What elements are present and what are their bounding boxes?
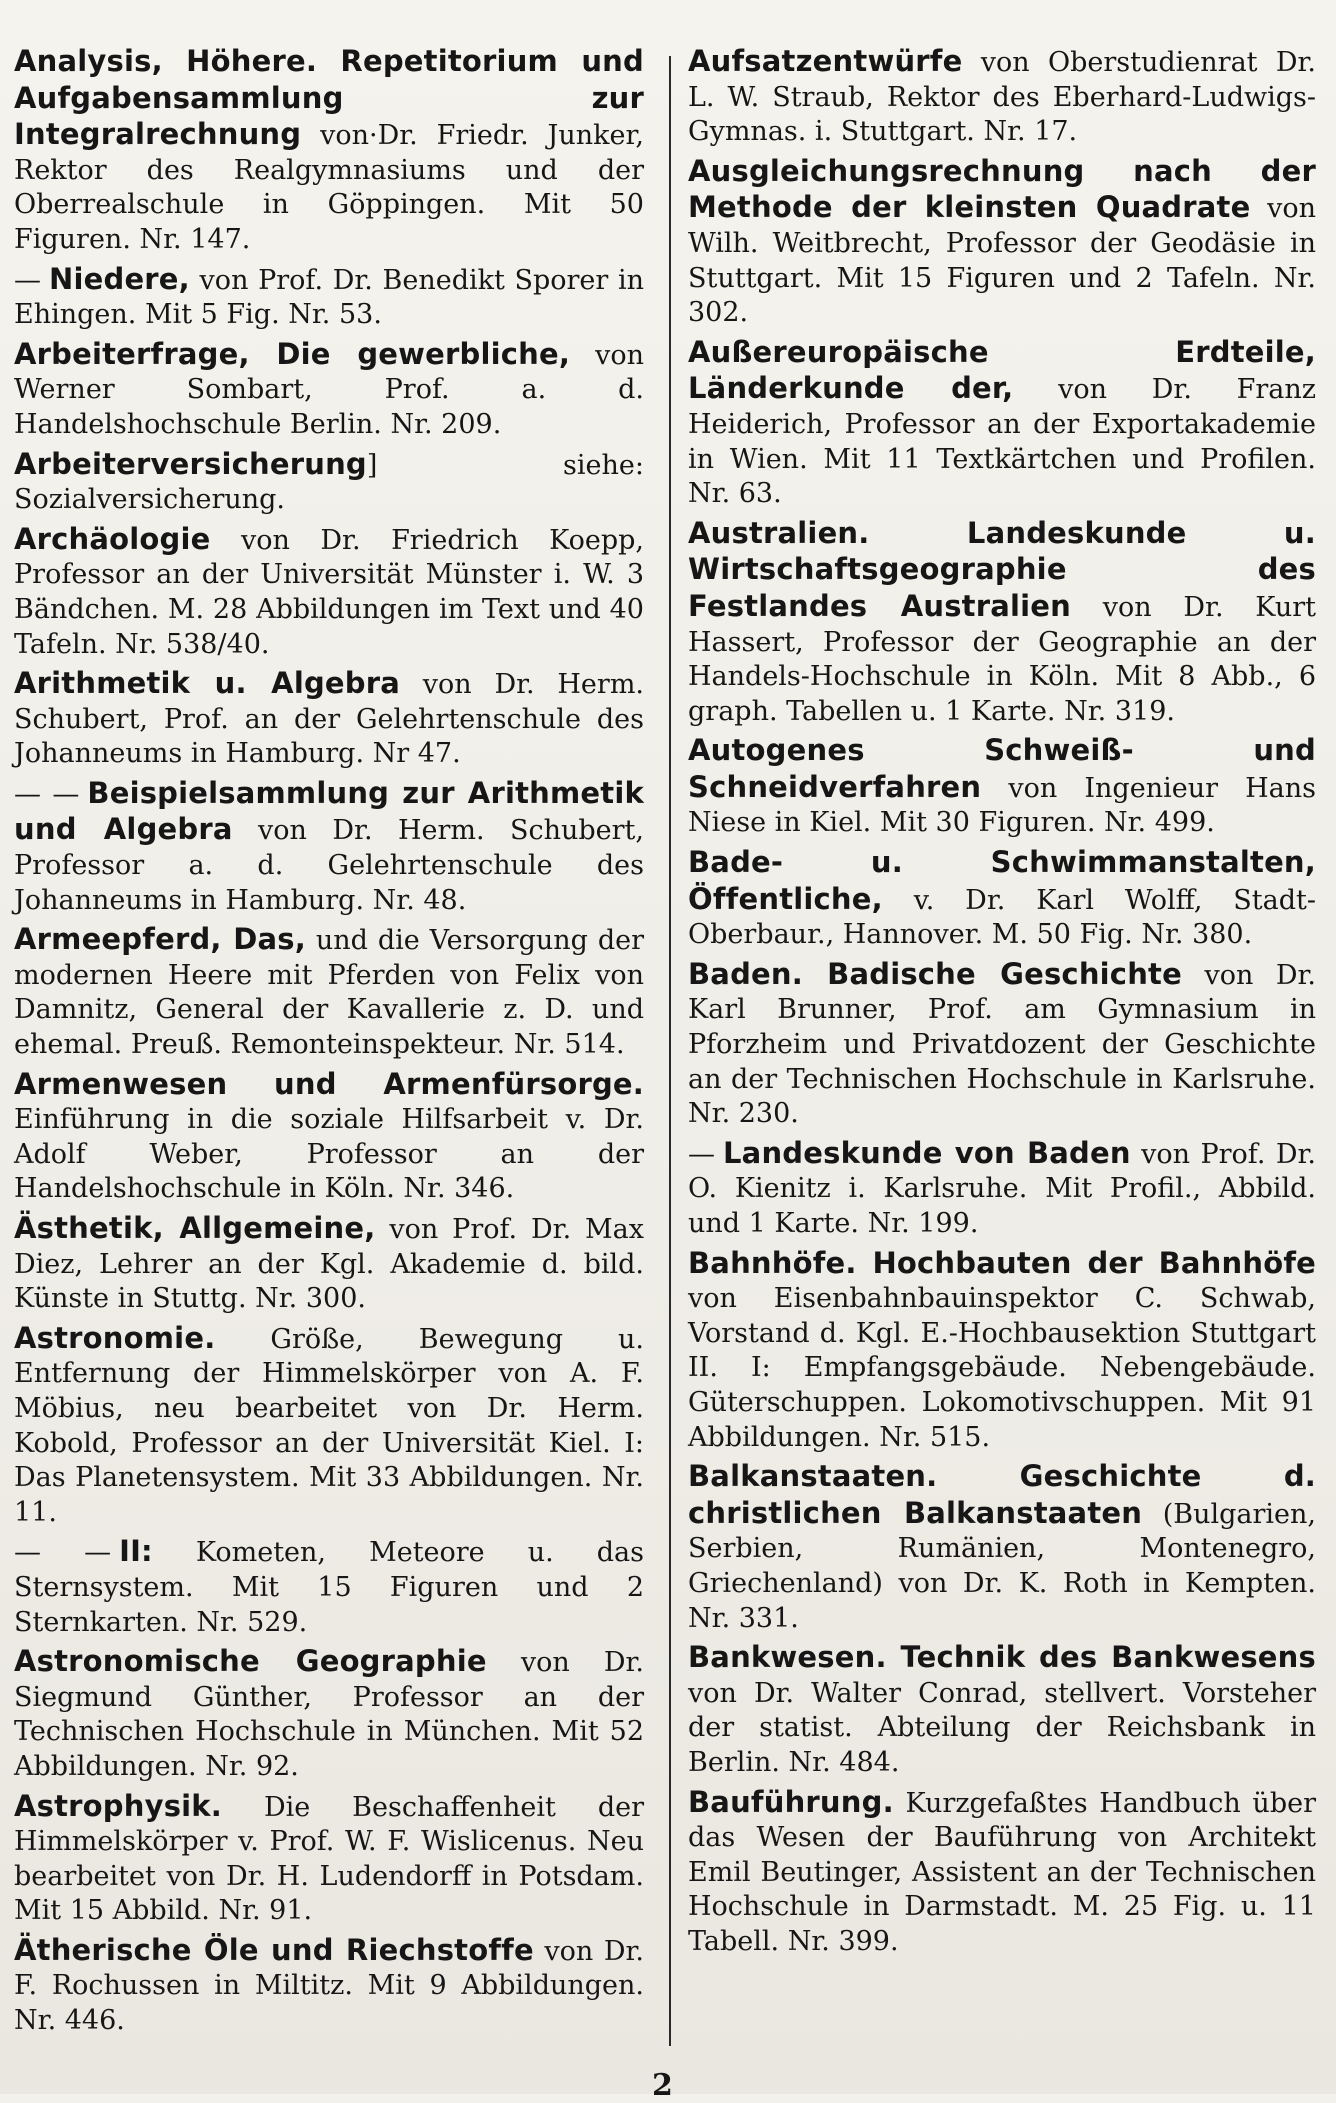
catalog-entry	[14, 922, 644, 1062]
catalog-entry	[688, 1785, 1316, 1960]
entry-heading: Archäologie	[14, 521, 211, 556]
entry-description: von Dr. Siegmund Günther, Professor an der Technischen Hochschule in München. Mit 52 Abbildungen. Nr. 92.	[14, 1647, 644, 1782]
catalog-entry	[688, 957, 1316, 1132]
catalog-entry	[688, 335, 1316, 512]
entry-dash: —	[14, 264, 41, 296]
entry-description: Einführung in die soziale Hilfsarbeit v. Dr. Adolf Weber, Professor an der Handelshochschule in Köln. Nr. 346.	[14, 1104, 644, 1205]
entry-heading: Landeskunde von Baden	[723, 1135, 1131, 1170]
entry-description: von Dr. Herm. Schubert, Prof. an der Gelehrtenschule des Johanneums in Hamburg. Nr 47.	[14, 669, 644, 770]
entry-heading: Bankwesen. Technik des Bankwesens	[688, 1640, 1316, 1675]
entry-description: von Ingenieur Hans Niese in Kiel. Mit 30 Figuren. Nr. 499.	[688, 772, 1316, 839]
catalog-entry	[14, 1211, 644, 1317]
entry-heading: Autogenes Schweiß- und Schneidverfahren	[688, 733, 1316, 804]
entry-description: von Dr. F. Rochussen in Miltitz. Mit 9 Abbildungen. Nr. 446.	[14, 1935, 645, 2037]
entry-description: (Bulgarien, Serbien, Rumänien, Montenegro, Griechenland) von Dr. K. Roth in Kempten. Nr. 331.	[688, 1498, 1316, 1634]
entry-description: ] siehe: Sozialversicherung.	[14, 449, 644, 516]
entry-dash: — —	[14, 1537, 112, 1569]
catalog-entry	[14, 1789, 644, 1929]
entry-description: von Dr. Walter Conrad, stellvert. Vorsteher der statist. Abteilung der Reichsbank in Berlin. Nr. 484.	[688, 1677, 1316, 1778]
entry-heading: II:	[119, 1534, 153, 1569]
entry-description: von Eisenbahnbauinspektor C. Schwab, Vorstand d. Kgl. E.-Hochbausektion Stuttgart II. I: Empfangsgebäude. Nebengebäude. Güterschuppen. Lokomotivschuppen. Mit 91 Abbildungen. Nr. 515.	[688, 1283, 1316, 1453]
entry-heading: Armenwesen und Armenfürsorge.	[14, 1066, 644, 1101]
catalog-entry	[688, 154, 1316, 331]
catalog-entry	[14, 776, 644, 918]
catalog-entry	[14, 666, 644, 772]
entry-description: von Dr. Karl Brunner, Prof. am Gymnasium in Pforzheim und Privatdozent der Geschichte an der Technischen Hochschule in Karlsruhe. Nr. 230.	[688, 959, 1316, 1130]
entry-heading: Außereuropäische Erdteile, Länderkunde der,	[688, 334, 1316, 406]
catalog-entry	[14, 522, 644, 662]
left-column	[14, 44, 644, 2043]
entry-heading: Australien. Landeskunde u. Wirtschaftsgeographie des Festlandes Australien	[688, 515, 1316, 623]
entry-description: von Werner Sombart, Prof. a. d. Handelshochschule Berlin. Nr. 209.	[14, 339, 644, 440]
catalog-entry	[688, 44, 1316, 150]
catalog-entry	[688, 1136, 1316, 1242]
entry-heading: Ätherische Öle und Riechstoffe	[14, 1932, 534, 1967]
entry-heading: Balkanstaaten. Geschichte d. christlichen Balkanstaaten	[688, 1459, 1316, 1530]
catalog-entry	[14, 1321, 644, 1531]
entry-description: von Prof. Dr. Benedikt Sporer in Ehingen. Mit 5 Fig. Nr. 53.	[14, 264, 644, 331]
catalog-entry	[688, 1640, 1316, 1780]
entry-description: von Dr. Herm. Schubert, Professor a. d. Gelehrtenschule des Johanneums in Hamburg. Nr. 48.	[14, 815, 644, 916]
entry-description: von·Dr. Friedr. Junker, Rektor des Realgymnasiums und der Oberrealschule in Göppingen. Mit 50 Figuren. Nr. 147.	[14, 120, 644, 255]
entry-description: Die Beschaffenheit der Himmelskörper v. Prof. W. F. Wislicenus. Neu bearbeitet von Dr. H. Ludendorff in Potsdam. Mit 15 Abbild. Nr. 91.	[14, 1791, 644, 1927]
entry-heading: Astronomische Geographie	[14, 1644, 487, 1679]
entry-dash: —	[688, 1138, 715, 1170]
entry-description: von Wilh. Weitbrecht, Professor der Geodäsie in Stuttgart. Mit 15 Figuren und 2 Tafeln. Nr. 302.	[688, 193, 1316, 329]
entry-description: von Dr. Franz Heiderich, Professor an der Exportakademie in Wien. Mit 11 Textkärtchen und Profilen. Nr. 63.	[688, 374, 1316, 510]
entry-heading: Baden. Badische Geschichte	[688, 956, 1182, 991]
catalog-entry	[688, 845, 1316, 953]
entry-heading: Niedere,	[49, 261, 190, 296]
entry-heading: Arbeiterversicherung	[14, 446, 367, 481]
catalog-entry	[688, 1459, 1316, 1636]
entry-heading: Armeepferd, Das,	[14, 922, 306, 957]
entry-description: von Dr. Friedrich Koepp, Professor an der Universität Münster i. W. 3 Bändchen. M. 28 Abbildungen im Text und 40 Tafeln. Nr. 538/40.	[14, 524, 644, 660]
entry-description: Kometen, Meteore u. das Sternsystem. Mit 15 Figuren und 2 Sternkarten. Nr. 529.	[14, 1537, 644, 1638]
catalog-entry	[14, 1933, 644, 2039]
entry-description: von Dr. Kurt Hassert, Professor der Geographie an der Handels-Hochschule in Köln. Mit 8 Abb., 6 graph. Tabellen u. 1 Karte. Nr. 319.	[688, 591, 1316, 727]
entry-heading: Aufsatzentwürfe	[688, 44, 963, 78]
entry-heading: Arbeiterfrage, Die gewerbliche,	[14, 336, 571, 371]
entry-heading: Astrophysik.	[14, 1788, 223, 1823]
entry-heading: Ausgleichungsrechnung nach der Methode der kleinsten Quadrate	[688, 153, 1316, 225]
entry-heading: Bahnhöfe. Hochbauten der Bahnhöfe	[688, 1245, 1316, 1280]
entry-heading: Bade- u. Schwimmanstalten, Öffentliche,	[688, 845, 1316, 916]
catalog-entry	[688, 1246, 1316, 1456]
entry-heading: Analysis, Höhere. Repetitorium und Aufgabensammlung zur Integralrechnung	[14, 44, 644, 152]
catalog-entry	[688, 733, 1316, 841]
entry-description: Größe, Bewegung u. Entfernung der Himmelskörper von A. F. Möbius, neu bearbeitet von Dr. Herm. Kobold, Professor an der Universität Kiel. I: Das Planetensystem. Mit 33 Abbildungen. Nr. 11.	[14, 1323, 644, 1528]
entry-heading: Ästhetik, Allgemeine,	[14, 1211, 376, 1245]
entry-description: und die Versorgung der modernen Heere mit Pferden von Felix von Damnitz, General der Kavallerie z. D. und ehemal. Preuß. Remonteinspekteur. Nr. 514.	[14, 925, 644, 1061]
catalog-entry	[14, 44, 644, 258]
entry-description: von Oberstudienrat Dr. L. W. Straub, Rektor des Eberhard-Ludwigs-Gymnas. i. Stuttgart. Nr. 17.	[688, 47, 1316, 148]
entry-dash: — —	[14, 778, 80, 810]
entry-description: von Prof. Dr. Max Diez, Lehrer an der Kgl. Akademie d. bild. Künste in Stuttg. Nr. 300.	[14, 1214, 644, 1315]
entry-description: von Prof. Dr. O. Kienitz i. Karlsruhe. Mit Profil., Abbild. und 1 Karte. Nr. 199.	[688, 1138, 1317, 1239]
entry-heading: Astronomie.	[14, 1320, 216, 1355]
catalog-entry	[14, 1067, 644, 1207]
entry-heading: Bauführung.	[688, 1784, 894, 1819]
entry-heading: Beispielsammlung zur Arithmetik und Algebra	[14, 775, 644, 847]
page-number: 2	[652, 2068, 673, 2103]
catalog-entry	[688, 516, 1316, 730]
column-divider	[669, 56, 671, 2046]
catalog-entry	[14, 447, 644, 518]
catalog-entry	[14, 1534, 644, 1640]
entry-heading: Arithmetik u. Algebra	[14, 666, 401, 701]
catalog-entry	[14, 337, 644, 443]
catalog-entry	[14, 1644, 644, 1784]
catalog-entry	[14, 262, 644, 333]
entry-description: Kurzgefaßtes Handbuch über das Wesen der Bauführung von Architekt Emil Beutinger, Assistent an der Technischen Hochschule in Darmstadt. M. 25 Fig. u. 11 Tabell. Nr. 399.	[688, 1787, 1316, 1957]
entry-description: v. Dr. Karl Wolff, Stadt-Oberbaur., Hannover. M. 50 Fig. Nr. 380.	[688, 884, 1316, 951]
right-column	[688, 44, 1316, 1963]
